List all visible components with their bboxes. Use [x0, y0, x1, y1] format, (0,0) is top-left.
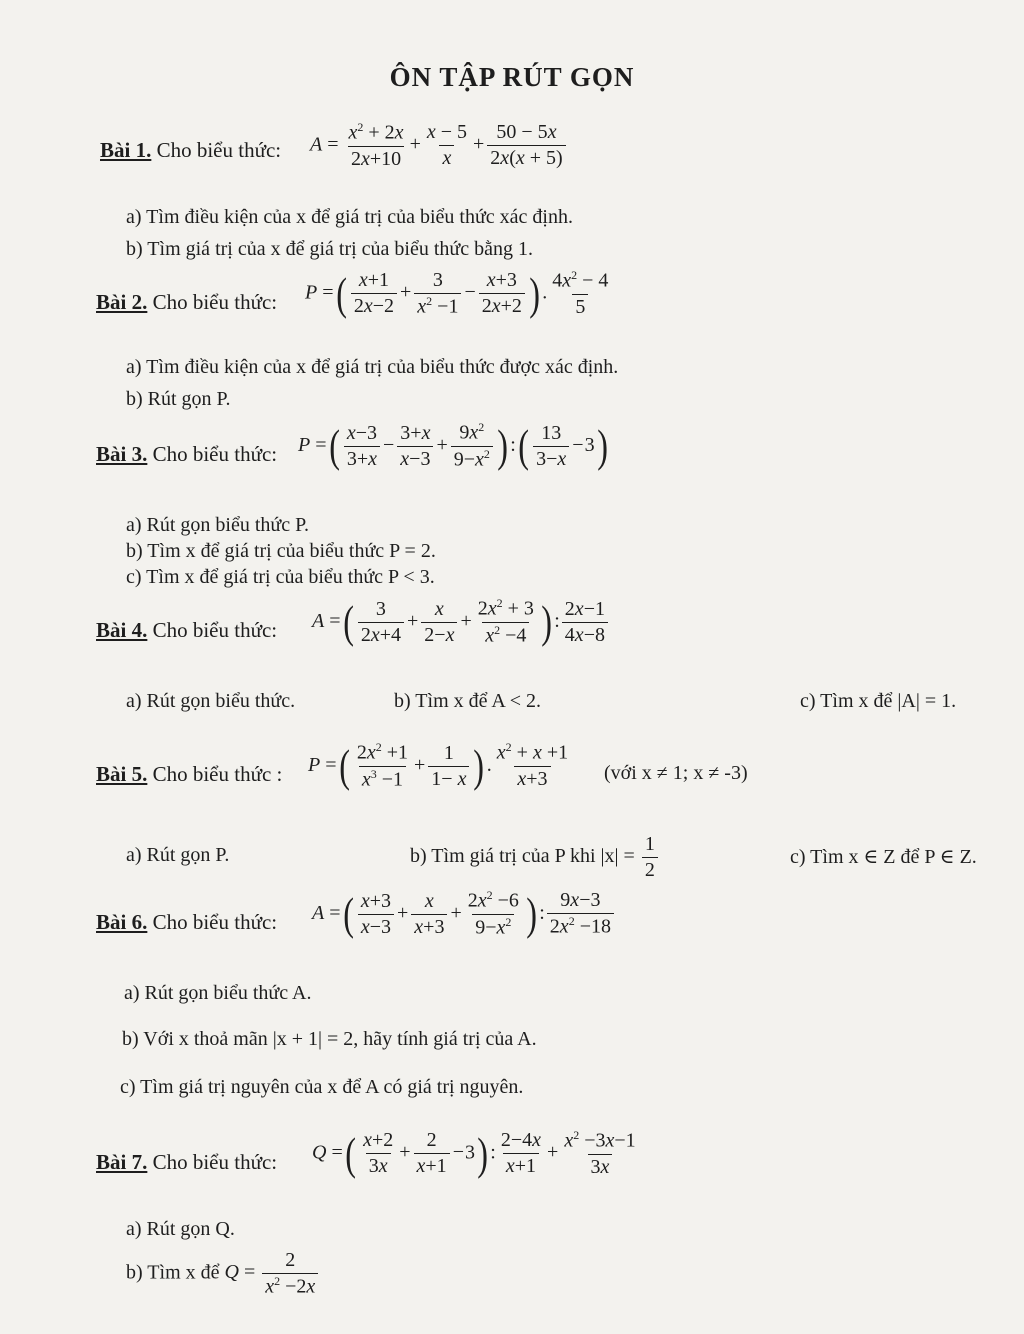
problem-1-item-a: a) Tìm điều kiện của x để giá trị của biểu thức xác định. [126, 206, 573, 228]
problem-intro: Cho biểu thức: [152, 290, 278, 314]
problem-7-item-b-text: b) Tìm x để [126, 1261, 220, 1284]
problem-number: Bài 3. [96, 442, 148, 466]
formula-4: A =( $\frac{3}{2x+4}$ + $\frac{x}{2-x}$ + $\frac{2x^2 + 3}{x^2 -4}$ ) : $\frac{2x-1}{4x-8}$ [312, 596, 610, 648]
formula-7: Q =( $\frac{x+2}{3x}$ + $\frac{2}{x+1}$ −3) : $\frac{2-4x}{x+1}$ + $\frac{x^2 -3x-1}{3x}$ [312, 1127, 636, 1179]
problem-5-item-c: c) Tìm x ∈ Z để P ∈ Z. [790, 846, 977, 868]
problem-3-item-c: c) Tìm x để giá trị của biểu thức P < 3. [126, 566, 435, 588]
problem-3-label [96, 442, 277, 467]
page-title: ÔN TẬP RÚT GỌN [389, 62, 635, 92]
problem-number: Bài 7. [96, 1150, 148, 1174]
problem-5-item-b [410, 832, 660, 883]
formula-7b: Q = $\frac{2}{x^2 -2x}$ [225, 1261, 321, 1283]
problem-6-label [96, 910, 277, 935]
formula-5: P =( $\frac{2x^2 +1}{x^3 -1}$ + $\frac{1}{1- x}$ ) . $\frac{x^2 + x +1}{x+3}$ [308, 740, 569, 792]
problem-3-item-b: b) Tìm x để giá trị của biểu thức P = 2. [126, 540, 436, 562]
formula-1: A = $\frac{x^2 + 2x}{2x+10}$ + $\frac{x - 5}{x}$ + $\frac{50 - 5x}{2x(x + 5)}$ [310, 120, 568, 172]
problem-1-item-b: b) Tìm giá trị của x để giá trị của biểu thức bằng 1. [126, 238, 534, 260]
problem-6-item-a: a) Rút gọn biểu thức A. [124, 982, 312, 1004]
problem-5-label [96, 762, 282, 787]
problem-intro: Cho biểu thức: [152, 910, 278, 934]
problem-2-item-b: b) Rút gọn P. [126, 388, 231, 410]
problem-7-item-b [126, 1248, 320, 1300]
problem-number: Bài 2. [96, 290, 148, 314]
problem-intro: Cho biểu thức: [152, 442, 278, 466]
fraction-one-half: $\frac{1}{2}$ [642, 832, 658, 883]
problem-5-condition: (với x ≠ 1; x ≠ -3) [604, 762, 748, 784]
problem-4-label [96, 618, 277, 643]
formula-2: P =( $\frac{x+1}{2x-2}$ + $\frac{3}{x^2 -1}$ − $\frac{x+3}{2x+2}$ ) . $\frac{4x^2 - 4}{5}$ [305, 267, 609, 319]
problem-4-item-c: c) Tìm x để |A| = 1. [800, 690, 957, 712]
problem-7-item-a: a) Rút gọn Q. [126, 1218, 235, 1240]
problem-2-label [96, 290, 277, 315]
problem-number: Bài 1. [100, 138, 152, 162]
problem-intro: Cho biểu thức: [156, 138, 282, 162]
problem-1-label [100, 138, 281, 163]
problem-2-item-a: a) Tìm điều kiện của x để giá trị của biểu thức được xác định. [126, 356, 619, 378]
problem-7-label [96, 1150, 277, 1175]
formula-3: P =( $\frac{x-3}{3+x}$ − $\frac{3+x}{x-3}$ + $\frac{9x^2}{9-x^2}$ ) :( $\frac{13}{3-x}$ −3) [298, 420, 608, 472]
formula-6: A =( $\frac{x+3}{x-3}$ + $\frac{x}{x+3}$ + $\frac{2x^2 -6}{9-x^2}$ ) : $\frac{9x-3}{2x^2 -18}$ [312, 888, 616, 940]
problem-intro: Cho biểu thức : [152, 762, 283, 786]
problem-6-item-b: b) Với x thoả mãn |x + 1| = 2, hãy tính giá trị của A. [122, 1028, 537, 1050]
problem-5-item-a: a) Rút gọn P. [126, 844, 230, 866]
problem-intro: Cho biểu thức: [152, 618, 278, 642]
problem-4-item-a: a) Rút gọn biểu thức. [126, 690, 296, 712]
problem-6-item-c: c) Tìm giá trị nguyên của x để A có giá trị nguyên. [120, 1076, 524, 1098]
problem-4-item-b: b) Tìm x để A < 2. [394, 690, 542, 712]
problem-number: Bài 4. [96, 618, 148, 642]
problem-number: Bài 6. [96, 910, 148, 934]
problem-3-item-a: a) Rút gọn biểu thức P. [126, 514, 310, 536]
problem-5-item-b-text: b) Tìm giá trị của P khi |x| = [410, 845, 635, 868]
problem-intro: Cho biểu thức: [152, 1150, 278, 1174]
problem-number: Bài 5. [96, 762, 148, 786]
